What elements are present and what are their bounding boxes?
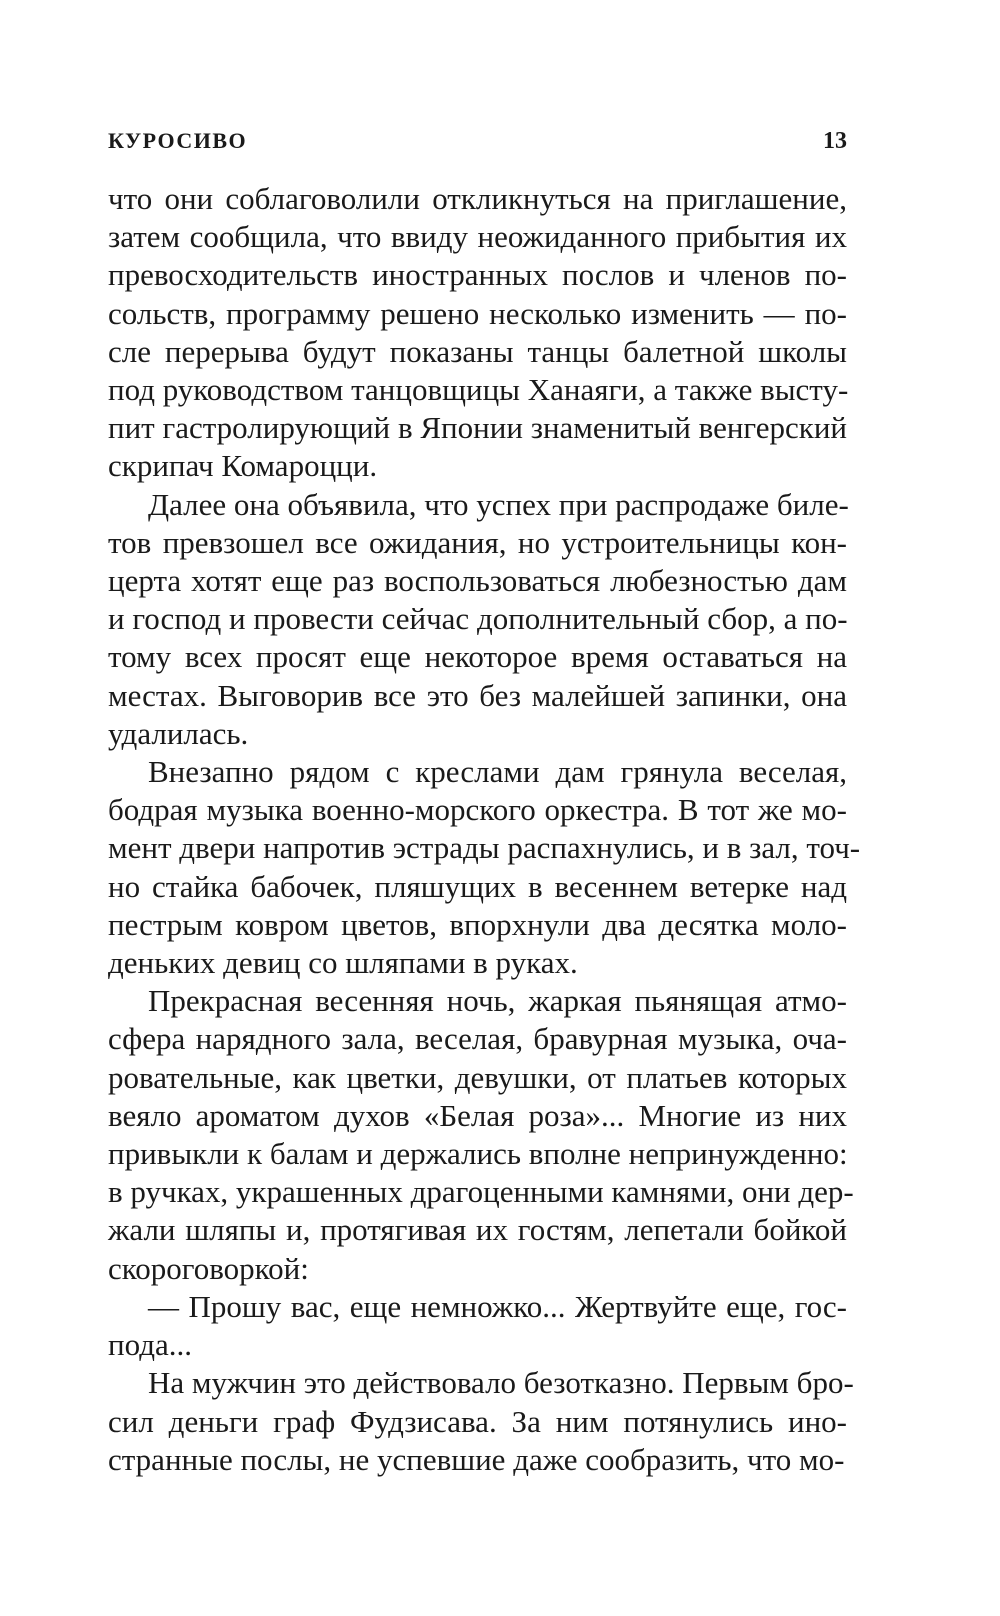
text-line: пит гастролирующий в Японии знаменитый венгерский bbox=[108, 410, 847, 446]
paragraph bbox=[108, 982, 854, 1288]
paragraph bbox=[108, 1364, 854, 1479]
text-line: странные послы, не успевшие даже сообразить, что мо- bbox=[108, 1441, 845, 1477]
text-line: под руководством танцовщицы Ханаяги, а также высту- bbox=[108, 372, 849, 408]
text-line: тов превзошел все ожидания, но устроительницы кон- bbox=[108, 524, 847, 560]
text-line: ровательные, как цветки, девушки, от платьев которых bbox=[108, 1059, 847, 1095]
text-line: и господ и провести сейчас дополнительный сбор, а по- bbox=[108, 601, 848, 637]
running-title: КУРОСИВО bbox=[108, 128, 248, 153]
text-line: мент двери напротив эстрады распахнулись, и в зал, точ- bbox=[108, 830, 861, 866]
text-line: местах. Выговорив все это без малейшей запинки, она bbox=[108, 677, 847, 713]
text-line: жали шляпы и, протягивая их гостям, лепетали бойкой bbox=[108, 1212, 847, 1248]
text-line: веяло ароматом духов «Белая роза»... Многие из них bbox=[108, 1097, 847, 1133]
paragraph bbox=[108, 180, 847, 486]
text-line: Прекрасная весенняя ночь, жаркая пьянящая атмо- bbox=[148, 983, 847, 1019]
paragraph bbox=[108, 753, 861, 982]
text-line: Внезапно рядом с креслами дам грянула веселая, bbox=[148, 754, 847, 790]
text-line: бодрая музыка военно-морского оркестра. В тот же мо- bbox=[108, 792, 847, 828]
text-line: в ручках, украшенных драгоценными камнями, они дер- bbox=[108, 1174, 854, 1210]
text-line: деньких девиц со шляпами в руках. bbox=[108, 945, 578, 981]
text-line: превосходительств иностранных послов и членов по- bbox=[108, 257, 847, 293]
text-line: но стайка бабочек, пляшущих в весеннем ветерке над bbox=[108, 868, 847, 904]
text-line: На мужчин это действовало безотказно. Первым бро- bbox=[148, 1365, 854, 1401]
text-line: сфера нарядного зала, веселая, бравурная музыка, оча- bbox=[108, 1021, 847, 1057]
text-line: скороговоркой: bbox=[108, 1250, 309, 1286]
text-line: — Прошу вас, еще немножко... Жертвуйте еще, гос- bbox=[148, 1288, 847, 1324]
text-line: Далее она объявила, что успех при распродаже биле- bbox=[148, 486, 849, 522]
text-line: сле перерыва будут показаны танцы балетной школы bbox=[108, 333, 847, 369]
body-text bbox=[108, 180, 861, 1479]
text-line: затем сообщила, что ввиду неожиданного прибытия их bbox=[108, 219, 847, 255]
text-line: что они соблаговолили откликнуться на приглашение, bbox=[108, 181, 847, 216]
text-line: скрипач Комароцци. bbox=[108, 448, 378, 484]
text-line: привыкли к балам и держались вполне непринужденно: bbox=[108, 1136, 848, 1172]
running-head bbox=[108, 128, 847, 168]
text-line: удалилась. bbox=[108, 715, 249, 751]
text-line: сольств, программу решено несколько изменить — по- bbox=[108, 295, 847, 331]
book-page bbox=[108, 128, 861, 1479]
text-line: пода... bbox=[108, 1327, 192, 1363]
text-line: сил деньги граф Фудзисава. За ним потянулись ино- bbox=[108, 1403, 847, 1439]
text-line: пестрым ковром цветов, впорхнули два десятка моло- bbox=[108, 906, 847, 942]
paragraph bbox=[108, 1288, 847, 1364]
text-line: тому всех просят еще некоторое время оставаться на bbox=[108, 639, 847, 675]
text-line: церта хотят еще раз воспользоваться любезностью дам bbox=[108, 563, 847, 599]
paragraph bbox=[108, 486, 847, 753]
page-number: 13 bbox=[823, 128, 847, 154]
